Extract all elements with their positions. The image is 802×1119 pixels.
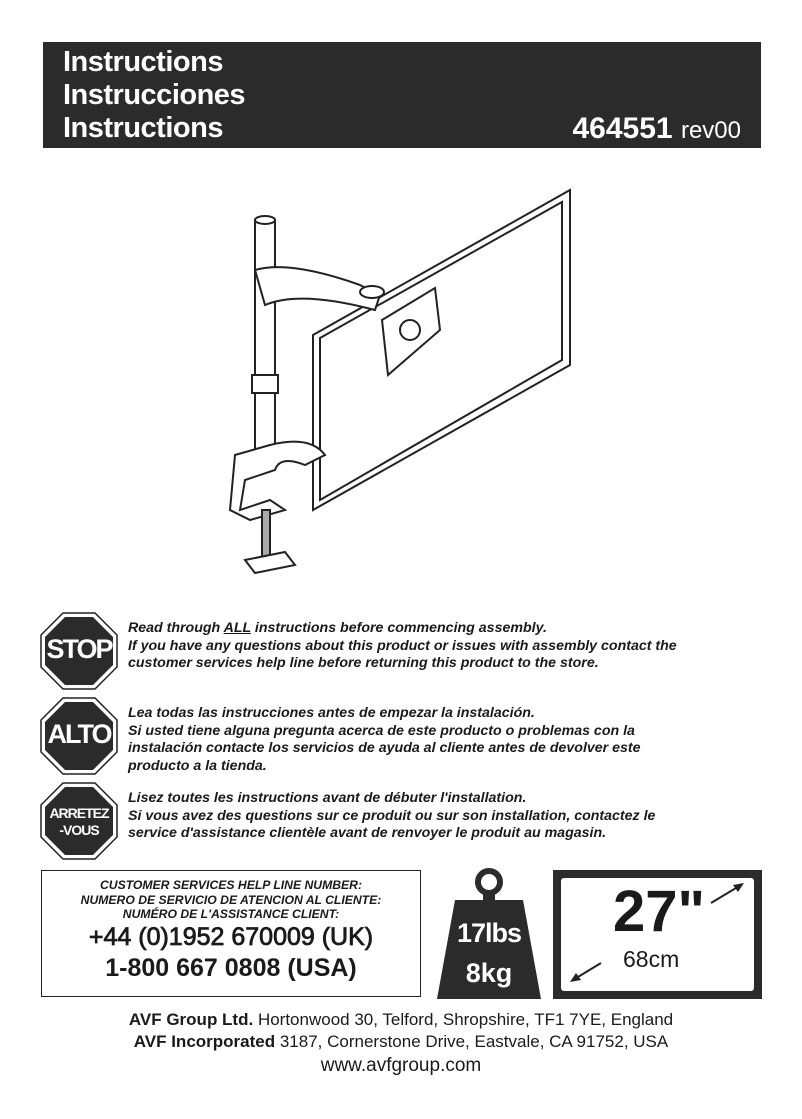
warning-line: producto a la tienda.: [128, 757, 267, 774]
warning-line: Si vous avez des questions sur ce produit ou sur son installation, contactez le: [128, 807, 656, 824]
warning-line: If you have any questions about this product or issues with assembly contact the: [128, 637, 677, 654]
title-fr: Instructions: [63, 112, 223, 144]
warning-text: [128, 790, 655, 843]
helpline-label-es: NUMERO DE SERVICIO DE ATENCION AL CLIENTE:: [80, 892, 382, 907]
warning-line: Lisez toutes les instructions avant de débuter l'installation.: [128, 790, 527, 806]
warning-text: [128, 620, 677, 673]
website-link[interactable]: www.avfgroup.com: [320, 1055, 482, 1076]
max-weight-badge: [437, 866, 541, 999]
footer-uk: [0, 1010, 802, 1030]
warning-line: Lea todas las instrucciones antes de empezar la instalación.: [128, 705, 535, 721]
uk-company: AVF Group Ltd.: [128, 1010, 254, 1029]
warning-line: service d'assistance clientèle avant de renvoyer le produit au magasin.: [128, 825, 607, 841]
model-number: [573, 112, 742, 146]
screen-inches: 27": [613, 879, 706, 944]
phone-usa: 1-800 667 0808 (USA): [105, 953, 357, 982]
warning-text: [128, 705, 641, 775]
us-company: AVF Incorporated: [133, 1032, 276, 1051]
model-code: 464551: [572, 112, 673, 145]
screen-cm: 68cm: [623, 946, 680, 972]
phone-uk: +44 (0)1952 670009 (UK): [88, 922, 374, 951]
text-part: Read through: [128, 620, 224, 636]
monitor-arm-illustration: [210, 180, 600, 580]
text-part: instructions before commencing assembly.: [250, 620, 547, 636]
warning-line: [128, 620, 677, 638]
revision: rev00: [680, 117, 741, 144]
warning-line: Si usted tiene alguna pregunta acerca de este producto o problemas con la: [128, 722, 635, 739]
arretez-sign-label: [40, 805, 118, 839]
alto-sign-label: ALTO: [47, 719, 111, 749]
stop-sign-label: STOP: [46, 634, 112, 664]
title-es: Instrucciones: [63, 79, 246, 111]
us-address: 3187, Cornerstone Drive, Eastvale, CA 91752, USA: [275, 1032, 669, 1051]
footer-us: [0, 1032, 802, 1052]
weight-lbs: 17lbs: [456, 918, 522, 948]
sign-line: -VOUS: [59, 822, 99, 838]
desk-clamp: [230, 442, 325, 520]
title-en: Instructions: [63, 46, 223, 78]
helpline-label-en: CUSTOMER SERVICES HELP LINE NUMBER:: [99, 878, 363, 892]
helpline-label-fr: NUMÉRO DE L'ASSISTANCE CLIENT:: [122, 907, 340, 921]
diagonal-arrows-icon: [561, 878, 754, 991]
uk-address: Hortonwood 30, Telford, Shropshire, TF1 7YE, England: [253, 1010, 674, 1029]
warning-line: instalación contacte los servicios de ayuda al cliente antes de devolver este: [128, 740, 641, 756]
sign-line: ARRETEZ: [49, 805, 109, 821]
monitor-outline: [313, 190, 570, 510]
warning-line: customer services help line before returning this product to the store.: [128, 655, 599, 671]
pole: [255, 220, 275, 460]
screen-frame: [561, 878, 754, 991]
weight-kg: 8kg: [465, 958, 513, 988]
emphasis-all: ALL: [223, 620, 251, 636]
header-bar: [43, 42, 761, 148]
max-screen-size-badge: [553, 870, 762, 999]
helpline-box: [41, 870, 421, 997]
